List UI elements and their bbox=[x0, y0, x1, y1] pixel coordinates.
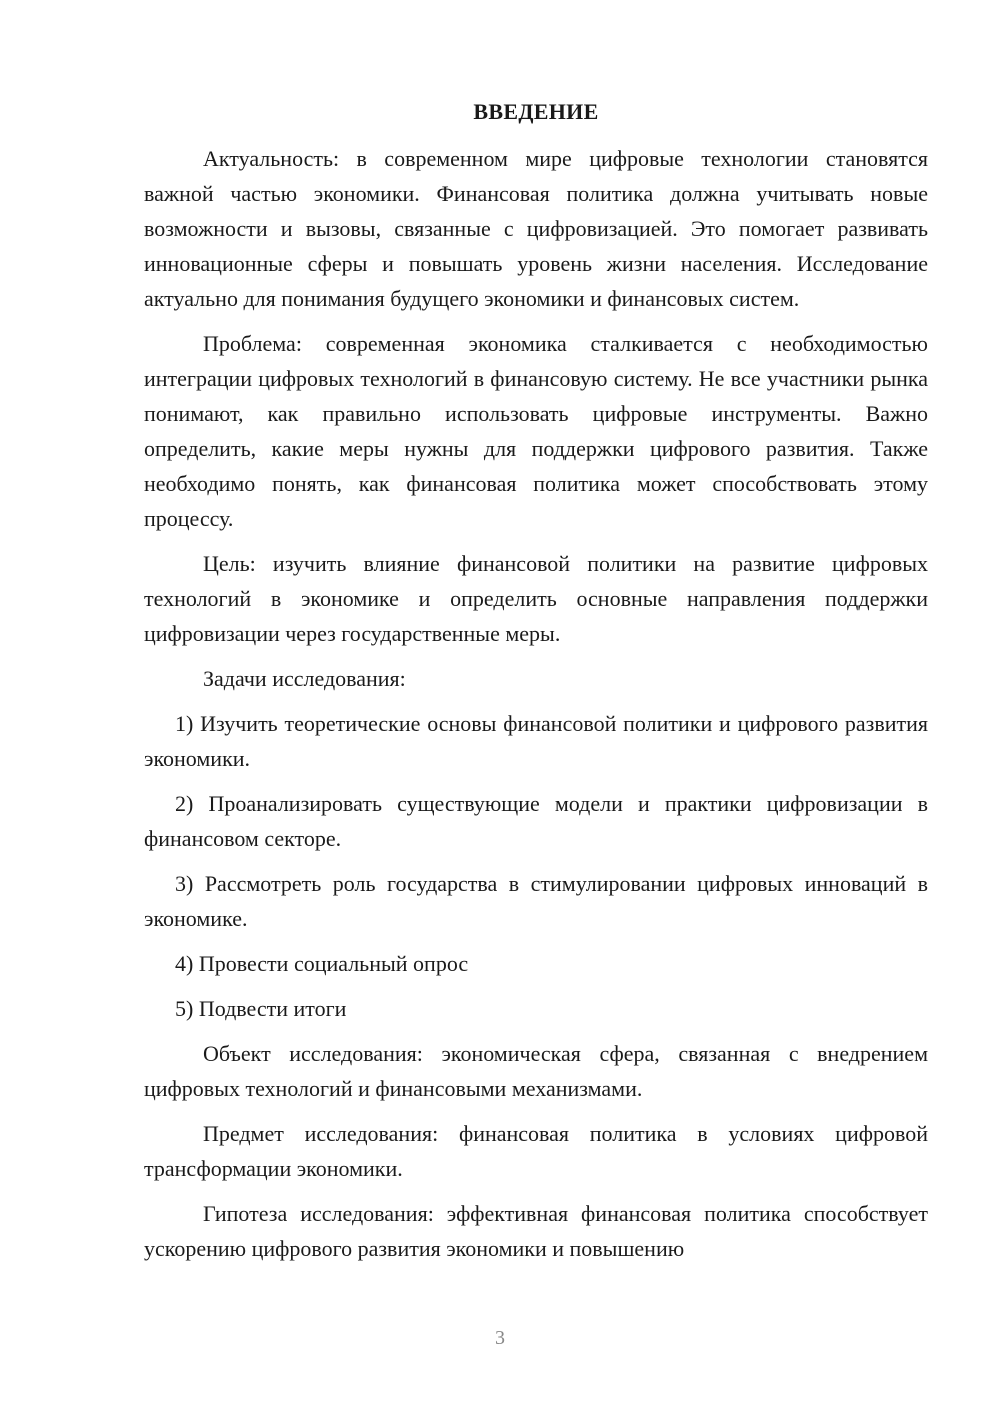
document-page bbox=[144, 94, 928, 1276]
subject-paragraph: Предмет исследования: финансовая политика в условиях цифровой трансформации экономики. bbox=[144, 1121, 928, 1181]
task-item: 5) Подвести итоги bbox=[175, 996, 347, 1021]
task-item: 2) Проанализировать существующие модели и практики цифровизации в финансовом секторе. bbox=[144, 791, 928, 851]
goal-paragraph: Цель: изучить влияние финансовой политики на развитие цифровых технологий в экономике и определить основные направления поддержки цифровизации через государственные меры. bbox=[144, 551, 928, 646]
section-heading: ВВЕДЕНИЕ bbox=[473, 99, 599, 124]
relevance-paragraph: Актуальность: в современном мире цифровые технологии становятся важной частью экономики. Финансовая политика должна учитывать новые возможности и вызовы, связанные с цифровизацией. Это помогает развивать инновационные сферы и повышать уровень жизни населения. Исследование актуально для понимания будущего экономики и финансовых систем. bbox=[144, 146, 928, 311]
task-item: 4) Провести социальный опрос bbox=[175, 951, 469, 976]
task-item: 3) Рассмотреть роль государства в стимулировании цифровых инноваций в экономике. bbox=[144, 871, 928, 931]
page-number: 3 bbox=[495, 1327, 505, 1349]
hypothesis-paragraph: Гипотеза исследования: эффективная финансовая политика способствует ускорению цифрового развития экономики и повышению bbox=[144, 1201, 928, 1261]
problem-paragraph: Проблема: современная экономика сталкивается с необходимостью интеграции цифровых технологий в финансовую систему. Не все участники рынка понимают, как правильно использовать цифровые инструменты. Важно определить, какие меры нужны для поддержки цифрового развития. Также необходимо понять, как финансовая политика может способствовать этому процессу. bbox=[144, 331, 928, 531]
object-paragraph: Объект исследования: экономическая сфера, связанная с внедрением цифровых технологий и финансовыми механизмами. bbox=[144, 1041, 928, 1101]
tasks-heading: Задачи исследования: bbox=[203, 666, 406, 691]
task-item: 1) Изучить теоретические основы финансовой политики и цифрового развития экономики. bbox=[144, 711, 928, 771]
